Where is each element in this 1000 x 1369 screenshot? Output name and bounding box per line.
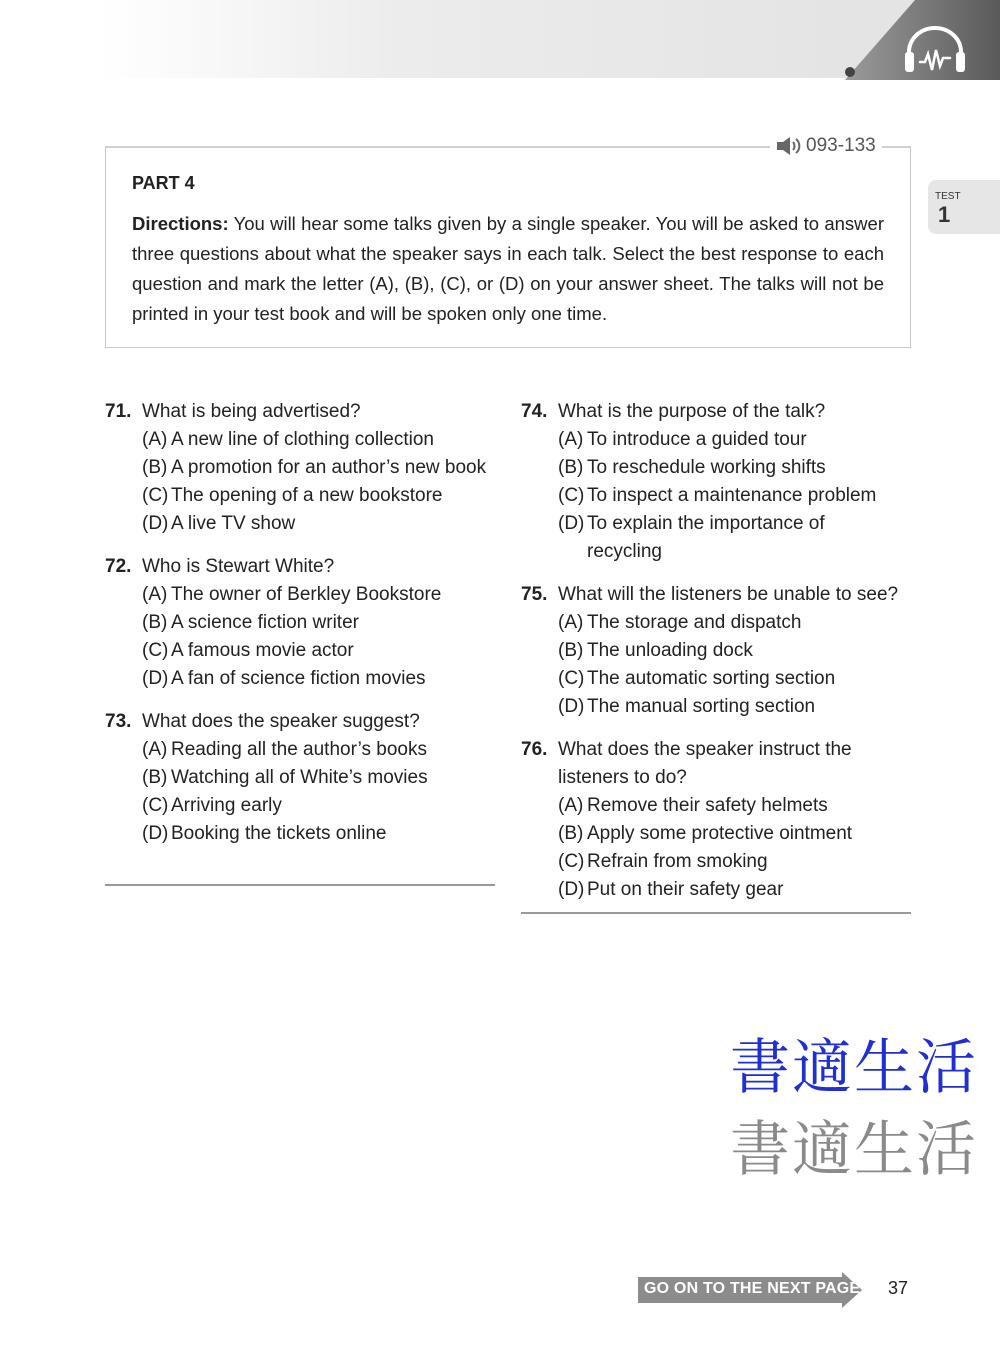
option-text: The automatic sorting section — [587, 668, 836, 689]
speaker-icon — [776, 136, 802, 156]
option-letter: (D) — [142, 823, 169, 844]
question-number: 75. — [521, 584, 548, 605]
option-text: A fan of science fiction movies — [171, 668, 426, 689]
question-72 — [105, 553, 495, 693]
option-text: The manual sorting section — [587, 696, 816, 717]
option-b — [521, 454, 911, 482]
option-b — [521, 637, 911, 665]
test-tab-number: 1 — [938, 202, 951, 227]
directions-text — [132, 209, 884, 329]
option-text: Watching all of White’s movies — [171, 767, 428, 788]
option-text: A new line of clothing collection — [171, 429, 434, 450]
page-number: 37 — [888, 1278, 909, 1298]
option-text: The unloading dock — [587, 640, 753, 661]
option-letter: (A) — [558, 612, 584, 633]
question-text: What does the speaker suggest? — [142, 711, 420, 732]
directions-body: You will hear some talks given by a single speaker. You will be asked to answer three questions about what the speaker says in each talk. Select the best response to each question and mark the letter (A), (B), (C), or (D) on your answer sheet. The talks will not be printed in your test book and will be spoken only one time. — [132, 213, 884, 324]
option-a — [105, 581, 495, 609]
option-a — [105, 736, 495, 764]
option-c — [521, 665, 911, 693]
option-text: To introduce a guided tour — [587, 429, 807, 450]
option-text: The storage and dispatch — [587, 612, 802, 633]
option-letter: (C) — [142, 640, 169, 661]
option-d — [105, 510, 495, 538]
option-letter: (B) — [142, 767, 168, 788]
left-column-divider — [105, 884, 495, 886]
questions-right-column — [521, 398, 911, 919]
option-letter: (A) — [142, 739, 168, 760]
option-text: A live TV show — [171, 513, 296, 534]
option-b — [105, 609, 495, 637]
option-letter: (D) — [558, 513, 585, 534]
option-c — [105, 792, 495, 820]
option-text: To inspect a maintenance problem — [587, 485, 877, 506]
option-letter: (A) — [142, 429, 168, 450]
option-text: The opening of a new bookstore — [171, 485, 443, 506]
option-text: Apply some protective ointment — [587, 823, 853, 844]
option-letter: (A) — [142, 584, 168, 605]
question-text: What will the listeners be unable to see? — [558, 584, 899, 605]
option-text: A famous movie actor — [171, 640, 354, 661]
option-d — [105, 665, 495, 693]
question-text: What is being advertised? — [142, 401, 361, 422]
option-letter: (B) — [142, 457, 168, 478]
question-number: 74. — [521, 401, 548, 422]
next-page-label: GO ON TO THE NEXT PAGE — [644, 1280, 861, 1297]
option-c — [105, 482, 495, 510]
question-71 — [105, 398, 495, 538]
option-letter: (A) — [558, 429, 584, 450]
option-letter: (B) — [558, 640, 584, 661]
option-letter: (C) — [558, 851, 585, 872]
option-letter: (D) — [142, 668, 169, 689]
option-text: A promotion for an author’s new book — [171, 457, 487, 478]
headphones-corner-graphic — [825, 0, 1000, 80]
option-d — [521, 693, 911, 721]
option-a — [521, 609, 911, 637]
option-letter: (C) — [558, 668, 585, 689]
option-letter: (D) — [142, 513, 169, 534]
right-column-divider — [521, 912, 911, 914]
question-number: 72. — [105, 556, 132, 577]
option-d — [521, 510, 911, 566]
option-d — [521, 876, 911, 904]
option-a — [105, 426, 495, 454]
option-text: Reading all the author’s books — [171, 739, 427, 760]
option-text: To reschedule working shifts — [587, 457, 826, 478]
option-c — [521, 482, 911, 510]
option-text: Refrain from smoking — [587, 851, 768, 872]
option-a — [521, 792, 911, 820]
audio-track-label — [770, 135, 882, 157]
option-c — [521, 848, 911, 876]
directions-label: Directions: — [132, 213, 229, 234]
option-letter: (C) — [142, 485, 169, 506]
option-b — [105, 764, 495, 792]
question-number: 71. — [105, 401, 132, 422]
option-text: To explain the importance of recycling — [587, 513, 825, 562]
option-letter: (A) — [558, 795, 584, 816]
option-b — [521, 820, 911, 848]
question-text: Who is Stewart White? — [142, 556, 335, 577]
option-text: Arriving early — [171, 795, 282, 816]
question-76 — [521, 736, 911, 904]
question-text: What does the speaker instruct the listeners to do? — [558, 739, 852, 788]
option-letter: (C) — [142, 795, 169, 816]
option-text: Booking the tickets online — [171, 823, 387, 844]
question-text: What is the purpose of the talk? — [558, 401, 826, 422]
question-number: 73. — [105, 711, 132, 732]
option-text: A science fiction writer — [171, 612, 359, 633]
option-letter: (B) — [558, 823, 584, 844]
option-letter: (B) — [142, 612, 168, 633]
test-side-tab — [928, 180, 1000, 234]
question-73 — [105, 708, 495, 848]
option-letter: (D) — [558, 696, 585, 717]
question-74 — [521, 398, 911, 566]
watermark-blue: 書適生活 — [730, 1033, 978, 1103]
watermark-gray: 書適生活 — [730, 1115, 978, 1185]
option-letter: (B) — [558, 457, 584, 478]
option-text: Remove their safety helmets — [587, 795, 828, 816]
option-letter: (C) — [558, 485, 585, 506]
test-tab-label: TEST — [935, 191, 961, 202]
option-text: Put on their safety gear — [587, 879, 784, 900]
option-c — [105, 637, 495, 665]
questions-left-column — [105, 398, 495, 863]
audio-track-number: 093-133 — [806, 135, 876, 156]
option-letter: (D) — [558, 879, 585, 900]
question-75 — [521, 581, 911, 721]
option-text: The owner of Berkley Bookstore — [171, 584, 442, 605]
part-title: PART 4 — [132, 173, 195, 193]
option-a — [521, 426, 911, 454]
option-d — [105, 820, 495, 848]
question-number: 76. — [521, 739, 548, 760]
option-b — [105, 454, 495, 482]
